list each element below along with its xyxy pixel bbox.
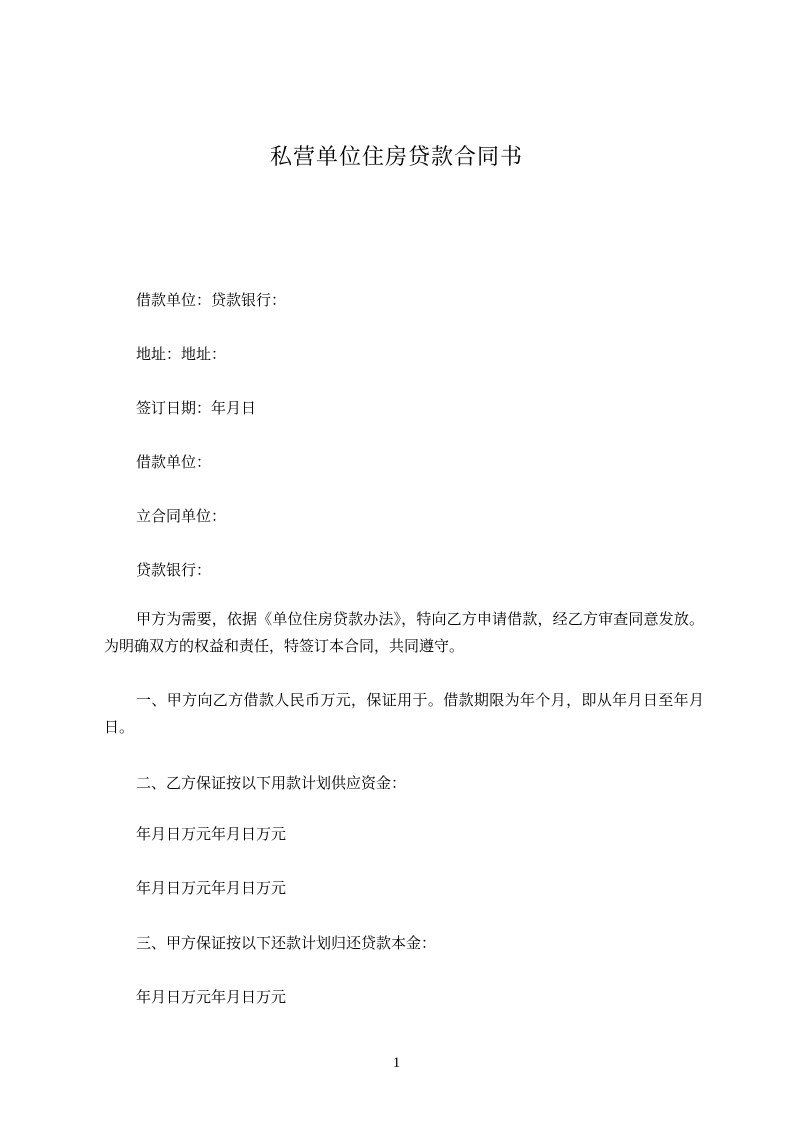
clause-1-paragraph: 一、甲方向乙方借款人民币万元，保证用于。借款期限为年个月，即从年月日至年月日。 (104, 691, 704, 736)
field-address: 地址：地址： (136, 345, 227, 363)
field-sign-date: 签订日期：年月日 (136, 399, 257, 417)
clause-2-schedule-line: 年月日万元年月日万元 (136, 825, 287, 843)
field-borrower-bank: 借款单位：贷款银行： (136, 291, 287, 309)
clause-2-schedule-line: 年月日万元年月日万元 (136, 879, 287, 897)
field-borrower: 借款单位： (136, 453, 212, 471)
clause-3-schedule-line: 年月日万元年月日万元 (136, 988, 287, 1006)
clause-3-heading: 三、甲方保证按以下还款计划归还贷款本金： (136, 934, 437, 952)
preamble-paragraph: 甲方为需要，依据《单位住房贷款办法》，特向乙方申请借款，经乙方审查同意发放。为明确双方的权益和责任，特签订本合同，共同遵守。 (104, 610, 704, 655)
field-lending-bank: 贷款银行： (136, 561, 212, 579)
clause-2-heading: 二、乙方保证按以下用款计划供应资金： (136, 774, 407, 792)
document-title: 私营单位住房贷款合同书 (269, 145, 523, 170)
page-number: 1 (392, 1055, 401, 1071)
field-contract-party: 立合同单位： (136, 507, 227, 525)
